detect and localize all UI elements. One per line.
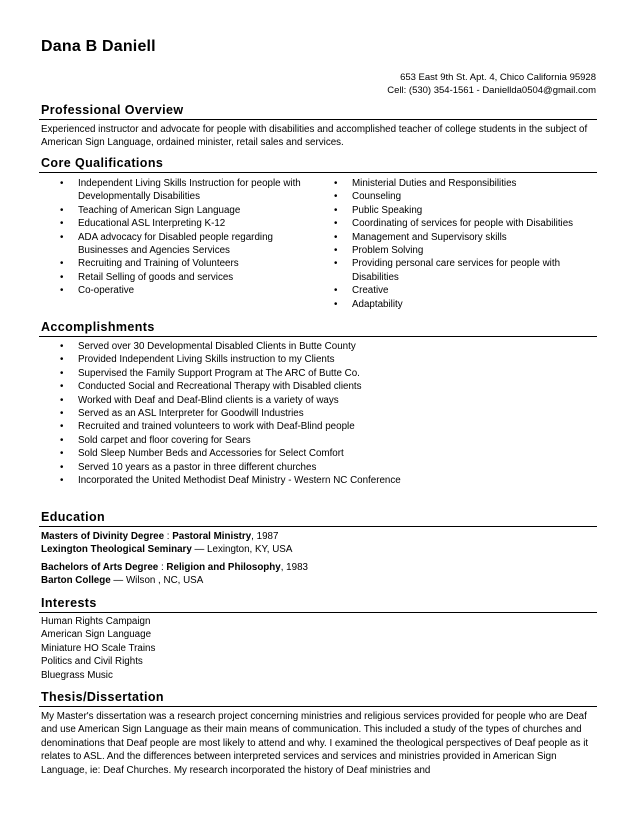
thesis-heading: Thesis/Dissertation <box>41 690 164 704</box>
list-item: • Ministerial Duties and Responsibilities <box>330 177 592 190</box>
list-item: Miniature HO Scale Trains <box>41 642 156 654</box>
list-item: Politics and Civil Rights <box>41 656 143 668</box>
list-item: • Served over 30 Developmental Disabled Clients in Butte County <box>56 340 596 353</box>
degree: Masters of Divinity Degree <box>41 531 165 542</box>
list-item: • Worked with Deaf and Deaf-Blind clients is a variety of ways <box>56 394 596 407</box>
list-item: • Teaching of American Sign Language <box>56 204 318 217</box>
list-item: • Providing personal care services for people with Disabilities <box>330 257 592 284</box>
accomplishments-heading: Accomplishments <box>41 320 155 334</box>
education-heading: Education <box>41 510 106 524</box>
qualifications-right-list <box>330 177 592 311</box>
list-item: • Independent Living Skills Instruction for people with Developmentally Disabilities <box>56 177 318 204</box>
list-item: • Incorporated the United Methodist Deaf Ministry - Western NC Conference <box>56 474 596 487</box>
thesis-text: My Master's dissertation was a research project concerning ministries and religious services provided for people who are Deaf and use American Sign Language as their main means of communication. This included a study of the types of churches and denominations that Deaf people are most likely to attend and why. I examined the theological perspectives of Deaf people as it relates to ASL. And the differences between interpreted services and services and ministries provided in American Sign Language, ie: Deaf Churches. My research incorporated the history of Deaf ministries and <box>41 711 589 776</box>
list-item: • Adaptability <box>330 298 592 311</box>
degree-field: Religion and Philosophy <box>166 562 281 573</box>
list-item: • Provided Independent Living Skills instruction to my Clients <box>56 353 596 366</box>
list-item: • Educational ASL Interpreting K-12 <box>56 217 318 230</box>
list-item: • Coordinating of services for people with Disabilities <box>330 217 592 230</box>
list-item: • Served 10 years as a pastor in three different churches <box>56 461 596 474</box>
address: 653 East 9th St. Apt. 4, Chico California 95928 <box>400 72 596 83</box>
section-divider <box>39 336 597 337</box>
list-item: • Recruited and trained volunteers to work with Deaf-Blind people <box>56 420 596 433</box>
list-item: • Public Speaking <box>330 204 592 217</box>
list-item: • ADA advocacy for Disabled people regarding Businesses and Agencies Services <box>56 231 318 258</box>
school-location: Wilson , NC, USA <box>123 575 204 587</box>
qualifications-left-list <box>56 177 318 298</box>
education-entry: Masters of Divinity Degree : Pastoral Ministry, 1987 Lexington Theological Seminary — Lexington, KY, USA <box>41 531 293 556</box>
list-item: • Co-operative <box>56 284 318 297</box>
degree: Bachelors of Arts Degree <box>41 562 159 573</box>
list-item: • Counseling <box>330 190 592 203</box>
school: Lexington Theological Seminary <box>41 544 192 556</box>
interests-list <box>41 615 155 682</box>
list-item: • Sold carpet and floor covering for Sears <box>56 434 596 447</box>
list-item: • Conducted Social and Recreational Therapy with Disabled clients <box>56 380 596 393</box>
contact-info: Cell: (530) 354-1561 - Daniellda0504@gmail.com <box>387 85 596 96</box>
list-item: • Creative <box>330 284 592 297</box>
list-item: • Supervised the Family Support Program at The ARC of Butte Co. <box>56 367 596 380</box>
section-divider <box>39 706 597 707</box>
accomplishments-list <box>56 340 596 487</box>
list-item: American Sign Language <box>41 629 152 641</box>
list-item: • Management and Supervisory skills <box>330 231 592 244</box>
list-item: Bluegrass Music <box>41 669 113 681</box>
school-location: Lexington, KY, USA <box>204 544 293 556</box>
interests-heading: Interests <box>41 596 97 610</box>
list-item: Human Rights Campaign <box>41 616 151 627</box>
section-divider <box>39 612 597 613</box>
list-item: • Retail Selling of goods and services <box>56 271 318 284</box>
overview-heading: Professional Overview <box>41 103 184 117</box>
section-divider <box>39 172 597 173</box>
degree-year: , 1987 <box>251 531 279 542</box>
overview-text: Experienced instructor and advocate for people with disabilities and accomplished teacher of college students in the subject of American Sign Language, ordained minister, retail sales and services. <box>41 124 588 149</box>
section-divider <box>39 119 597 120</box>
qualifications-heading: Core Qualifications <box>41 156 164 170</box>
degree-field: Pastoral Ministry <box>172 531 252 542</box>
list-item: • Recruiting and Training of Volunteers <box>56 257 318 270</box>
list-item: • Served as an ASL Interpreter for Goodwill Industries <box>56 407 596 420</box>
list-item: • Problem Solving <box>330 244 592 257</box>
list-item: • Sold Sleep Number Beds and Accessories for Select Comfort <box>56 447 596 460</box>
school: Barton College <box>41 575 111 587</box>
education-entry: Bachelors of Arts Degree : Religion and Philosophy, 1983 Barton College — Wilson , NC, USA <box>41 562 308 587</box>
degree-year: , 1983 <box>280 562 308 573</box>
section-divider <box>39 526 597 527</box>
candidate-name: Dana B Daniell <box>41 38 156 55</box>
